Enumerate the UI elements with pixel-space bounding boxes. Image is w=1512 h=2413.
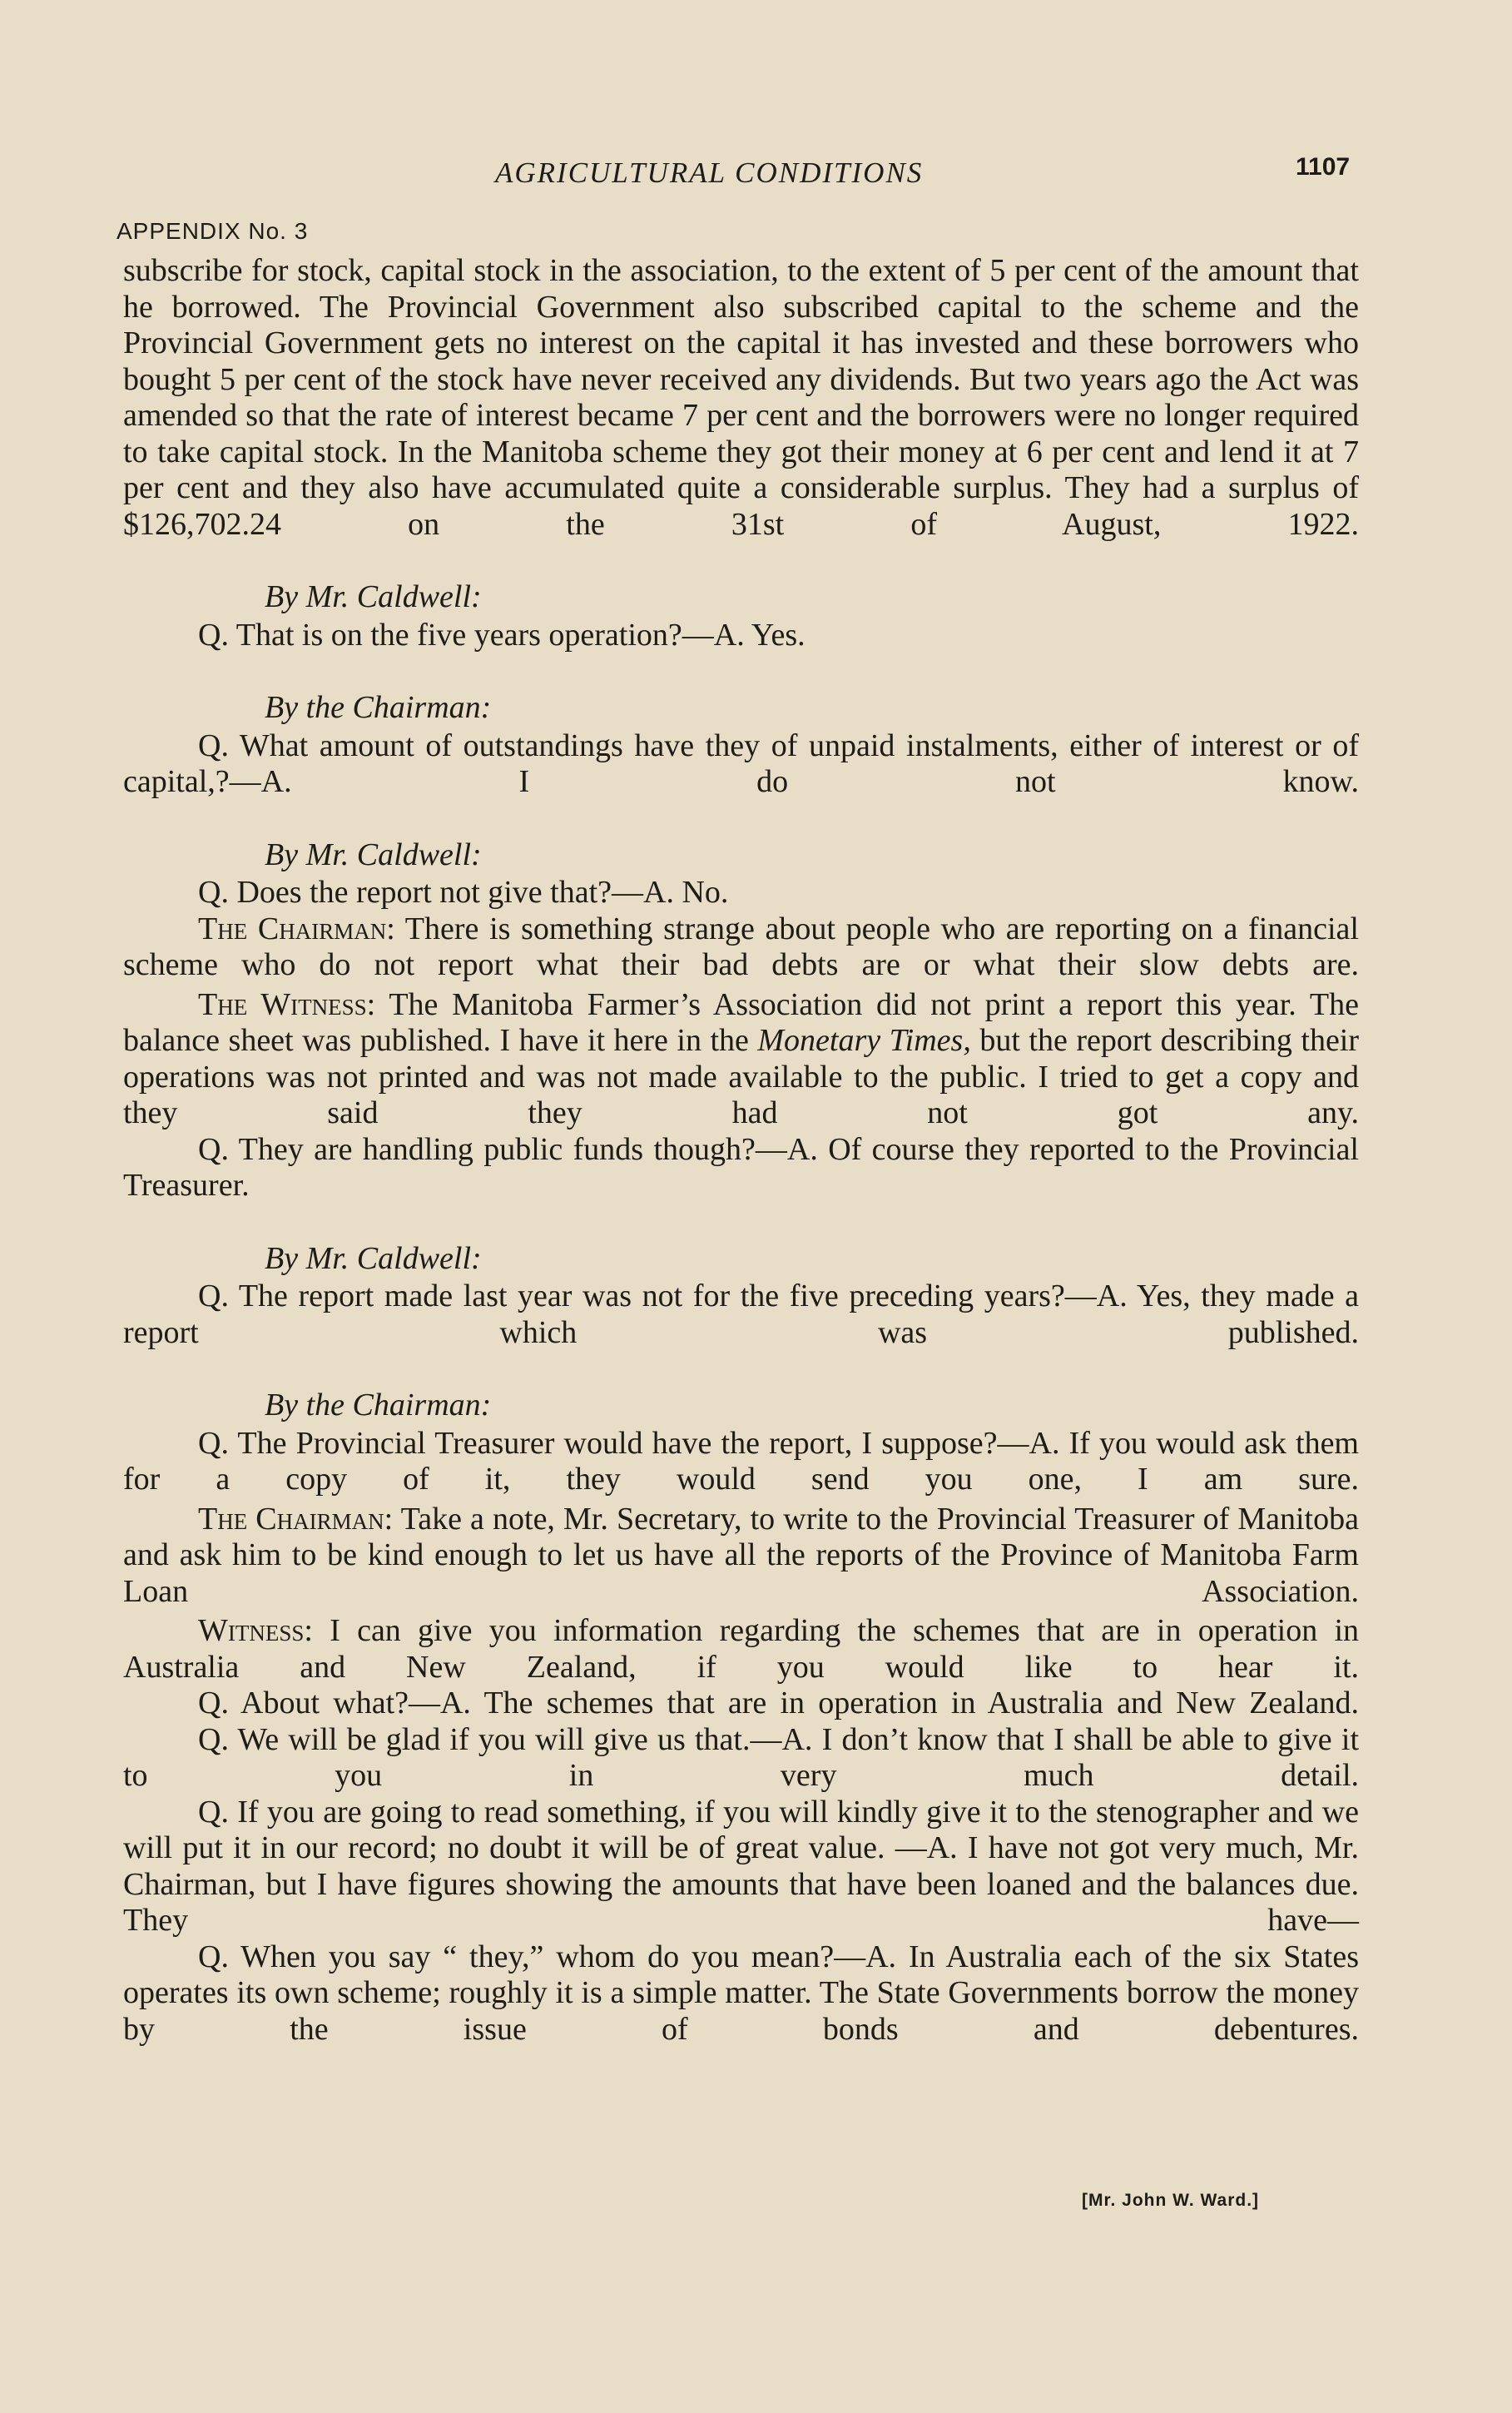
question: Q. About what?—A. The schemes that are in operation in Australia and New Zealand. bbox=[198, 1686, 1359, 1720]
chairman-statement bbox=[123, 911, 1359, 984]
section-heading: By Mr. Caldwell: bbox=[265, 837, 482, 872]
chairman-statement bbox=[123, 1502, 1359, 1611]
appendix-label: APPENDIX No. 3 bbox=[116, 218, 309, 244]
statement-text: but the report describing their operations was not printed and was not made available to the public. I tried to get a copy and they said they had not got any. bbox=[123, 1023, 1360, 1130]
speaker-label: The Chairman: bbox=[198, 911, 395, 946]
speaker-label: Witness: bbox=[198, 1613, 313, 1648]
statement-text: There is something strange about people who are reporting on a financial scheme who do not report what their bad debts are or what their slow debts are. bbox=[123, 911, 1359, 982]
speaker-label: The Witness: bbox=[198, 986, 376, 1022]
running-title: AGRICULTURAL CONDITIONS bbox=[495, 156, 924, 189]
section-heading: By Mr. Caldwell: bbox=[265, 579, 482, 614]
question: Q. The Provincial Treasurer would have the report, I suppose?—A. If you would ask them for a copy of it, they would send you one, I am sure. bbox=[123, 1425, 1359, 1497]
speaker-label: The Chairman: bbox=[198, 1501, 394, 1537]
statement-text: The Manitoba Farmer’s Association did not print a report this year. The balance sheet was published. I have it here in the bbox=[123, 986, 1359, 1058]
question: Q. They are handling public funds though?—A. Of course they reported to the Provincial Treasurer. bbox=[123, 1131, 1359, 1203]
paragraph-1: subscribe for stock, capital stock in the association, to the extent of 5 per cent of the amount that he borrowed. The Provincial Government also subscribed capital to the scheme and the Provincial Government gets no interest on the capital it has invested and these borrowers who bought 5 per cent of the stock have never received any dividends. But two years ago the Act was amended so that the rate of interest became 7 per cent and the borrowers were no longer required to take capital stock. In the Manitoba scheme they got their money at 6 per cent and lend it at 7 per cent and they also have accumulated quite a considerable surplus. They had a surplus of $126,702.24 on the 31st of August, 1922. bbox=[123, 253, 1359, 542]
question: Q. Does the report not give that?—A. No. bbox=[198, 875, 729, 910]
question: Q. What amount of outstandings have they of unpaid instalments, either of interest or of capital,?—A. I do not know. bbox=[123, 727, 1359, 799]
statement-text: Take a note, Mr. Secretary, to write to the Provincial Treasurer of Manitoba and ask him to be kind enough to let us have all the reports of the Province of Manitoba Farm Loan Association. bbox=[123, 1501, 1359, 1609]
section-heading: By the Chairman: bbox=[265, 1388, 492, 1422]
page-number: 1107 bbox=[1296, 153, 1351, 181]
question: Q. The report made last year was not for the five preceding years?—A. Yes, they made a report which was published. bbox=[123, 1278, 1359, 1350]
publication-title: Monetary Times, bbox=[757, 1023, 971, 1058]
witness-statement bbox=[123, 1613, 1359, 1686]
footer-note: [Mr. John W. Ward.] bbox=[1082, 2191, 1260, 2210]
section-heading: By Mr. Caldwell: bbox=[265, 1240, 482, 1276]
question: Q. We will be glad if you will give us that.—A. I don’t know that I shall be able to give it to you in very much detail. bbox=[123, 1721, 1359, 1793]
page-body bbox=[123, 253, 1359, 2048]
section-heading: By the Chairman: bbox=[265, 690, 492, 725]
witness-statement bbox=[123, 987, 1359, 1132]
statement-text: I can give you information regarding the schemes that are in operation in Australia and New Zealand, if you would like to hear it. bbox=[123, 1613, 1359, 1685]
question: Q. That is on the five years operation?—A. Yes. bbox=[198, 617, 806, 653]
question: Q. If you are going to read something, if you will kindly give it to the stenographer and we will put it in our record; no doubt it will be of great value. —A. I have not got very much, Mr. Chairman, but I have figures showing the amounts that have been loaned and the balances due. They have— bbox=[123, 1794, 1359, 1938]
question: Q. When you say “ they,” whom do you mean?—A. In Australia each of the six States operates its own scheme; roughly it is a simple matter. The State Governments borrow the money by the issue of bonds and debentures. bbox=[123, 1939, 1359, 2047]
